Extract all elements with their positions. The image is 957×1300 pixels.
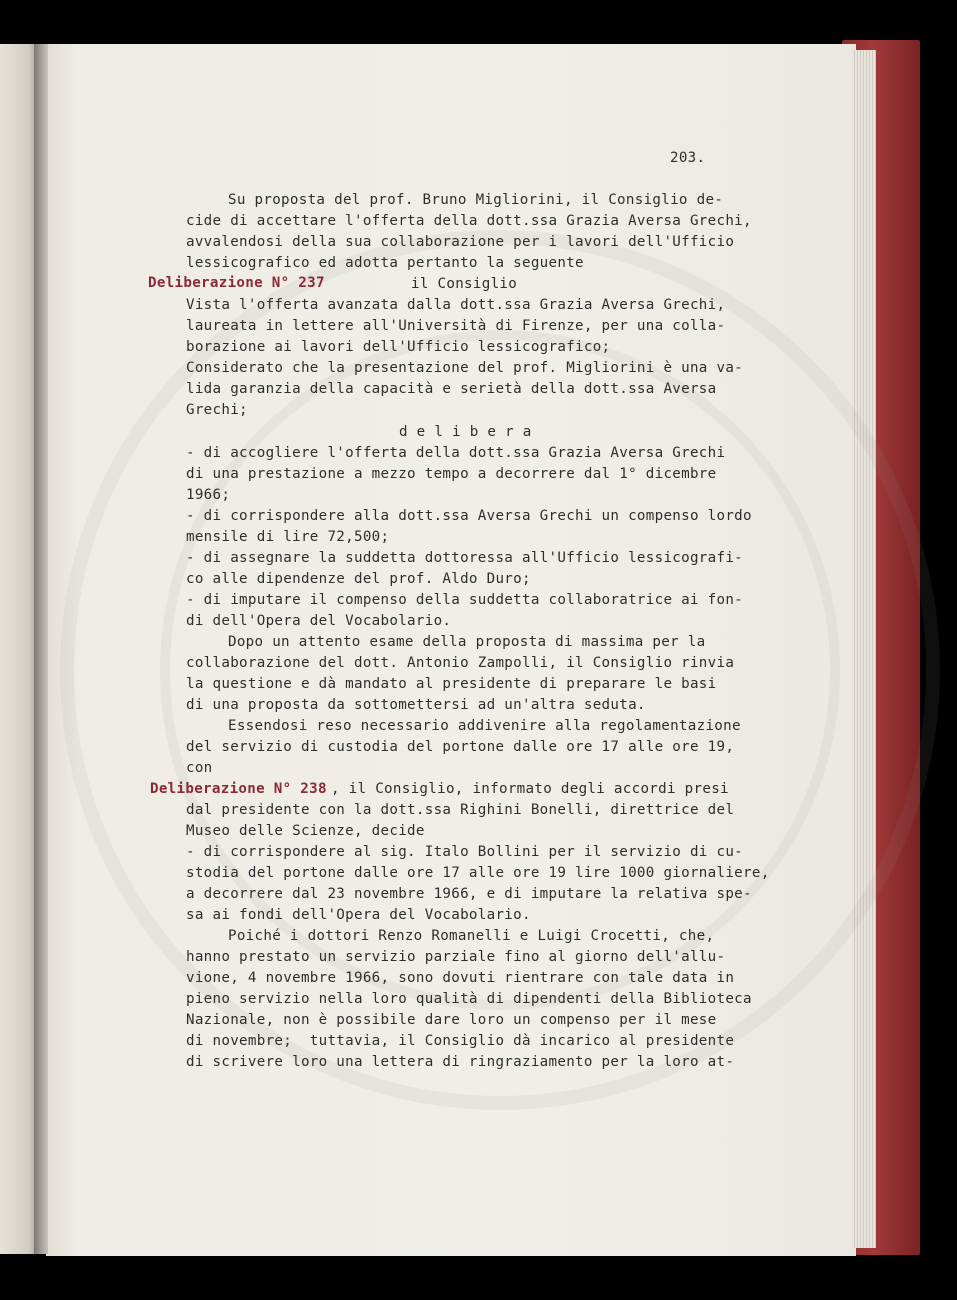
text-line: pieno servizio nella loro qualità di dipendenti della Biblioteca <box>186 991 752 1007</box>
text-line: mensile di lire 72,500; <box>186 529 390 545</box>
text-line: con <box>186 760 213 776</box>
text-line: Nazionale, non è possibile dare loro un compenso per il mese <box>186 1012 717 1028</box>
text-line: Su proposta del prof. Bruno Migliorini, il Consiglio de- <box>228 192 724 208</box>
text-line: Museo delle Scienze, decide <box>186 823 425 839</box>
text-line: collaborazione del dott. Antonio Zampolli, il Consiglio rinvia <box>186 655 735 671</box>
text-line: di scrivere loro una lettera di ringraziamento per la loro at- <box>186 1054 735 1070</box>
text-line: lida garanzia della capacità e serietà della dott.ssa Aversa <box>186 381 717 397</box>
text-line: di dell'Opera del Vocabolario. <box>186 613 452 629</box>
text-line: Vista l'offerta avanzata dalla dott.ssa Grazia Aversa Grechi, <box>186 297 726 313</box>
text-line: Poiché i dottori Renzo Romanelli e Luigi Crocetti, che, <box>228 928 715 944</box>
page-number: 203. <box>670 150 706 166</box>
text-line: borazione ai lavori dell'Ufficio lessicografico; <box>186 339 611 355</box>
text-line: avvalendosi della sua collaborazione per i lavori dell'Ufficio <box>186 234 735 250</box>
text-line: sa ai fondi dell'Opera del Vocabolario. <box>186 907 531 923</box>
text-line: vione, 4 novembre 1966, sono dovuti rientrare con tale data in <box>186 970 735 986</box>
text-line: Considerato che la presentazione del prof. Migliorini è una va- <box>186 360 744 376</box>
text-line: - di corrispondere al sig. Italo Bollini per il servizio di cu- <box>186 844 744 860</box>
text-line: cide di accettare l'offerta della dott.ssa Grazia Aversa Grechi, <box>186 213 752 229</box>
text-line: di novembre; tuttavia, il Consiglio dà incarico al presidente <box>186 1033 735 1049</box>
text-line: Essendosi reso necessario addivenire alla regolamentazione <box>228 718 741 734</box>
text-line: il Consiglio <box>411 276 518 292</box>
text-line: dal presidente con la dott.ssa Righini Bonelli, direttrice del <box>186 802 735 818</box>
text-line: - di accogliere l'offerta della dott.ssa Grazia Aversa Grechi <box>186 445 726 461</box>
text-line: del servizio di custodia del portone dalle ore 17 alle ore 19, <box>186 739 735 755</box>
text-line: Dopo un attento esame della proposta di massima per la <box>228 634 706 650</box>
deliberation-237-label: Deliberazione N° 237 <box>148 275 325 291</box>
text-line: - di imputare il compenso della suddetta collaboratrice ai fon- <box>186 592 744 608</box>
text-line: a decorrere dal 23 novembre 1966, e di imputare la relativa spe- <box>186 886 752 902</box>
text-line: 1966; <box>186 487 231 503</box>
text-line: di una proposta da sottomettersi ad un'altra seduta. <box>186 697 646 713</box>
deliberation-238-label: Deliberazione N° 238 <box>150 781 327 797</box>
text-line: co alle dipendenze del prof. Aldo Duro; <box>186 571 531 587</box>
text-line: - di assegnare la suddetta dottoressa all'Ufficio lessicografi- <box>186 550 744 566</box>
text-line: la questione e dà mandato al presidente di preparare le basi <box>186 676 717 692</box>
text-line: laureata in lettere all'Università di Firenze, per una colla- <box>186 318 726 334</box>
text-line: - di corrispondere alla dott.ssa Aversa Grechi un compenso lordo <box>186 508 752 524</box>
text-line: stodia del portone dalle ore 17 alle ore 19 lire 1000 giornaliere, <box>186 865 770 881</box>
text-line: , il Consiglio, informato degli accordi presi <box>331 781 729 797</box>
text-line: lessicografico ed adotta pertanto la seguente <box>186 255 584 271</box>
text-line: hanno prestato un servizio parziale fino al giorno dell'allu- <box>186 949 726 965</box>
text-line: Grechi; <box>186 402 248 418</box>
text-line: d e l i b e r a <box>399 424 532 440</box>
text-line: di una prestazione a mezzo tempo a decorrere dal 1° dicembre <box>186 466 717 482</box>
